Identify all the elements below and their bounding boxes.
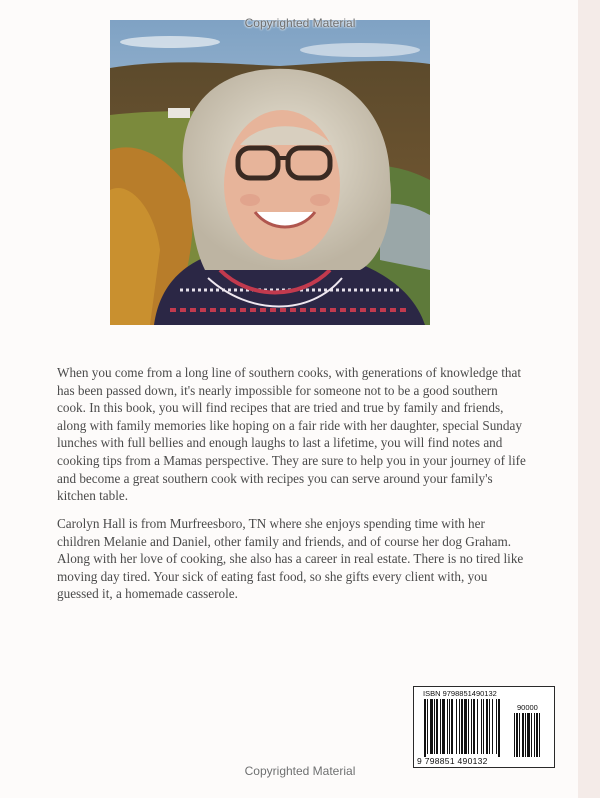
price-code: 90000 [517,703,538,712]
isbn-label: ISBN 9798851490132 [423,689,497,698]
isbn-barcode [413,686,555,768]
author-photo [110,20,430,325]
barcode-digits: 9 798851 490132 [417,756,488,766]
watermark-bottom: Copyrighted Material [244,764,356,778]
author-bio: Carolyn Hall is from Murfreesboro, TN where she enjoys spending time with her children Melanie and Daniel, other family and friends, and of course her dog Graham. Along with her love of cooking, she also has a career in real estate. There is no tired like moving day tired. Your sick of eating fast food, so she gifts every client with, you guessed it, a homemade casserole. [57,516,524,602]
author-photo-image [110,20,430,325]
watermark-top: Copyrighted Material [244,16,356,30]
book-description: When you come from a long line of southern cooks, with generations of knowledge that has been passed down, it's nearly impossible for someone not to be a good southern cook. In this book, you will find recipes that are tried and true by family and friends, along with family memories like hoping on a fair ride with her daughter, special Sunday lunches with full bellies and enough laughs to last a lifetime, you will find notes and cooking tips from a Mamas perspective. They are sure to help you in your journey of life and become a great southern cook with recipes you can serve around your family's kitchen table. [57,365,526,504]
page-edge [578,0,600,798]
